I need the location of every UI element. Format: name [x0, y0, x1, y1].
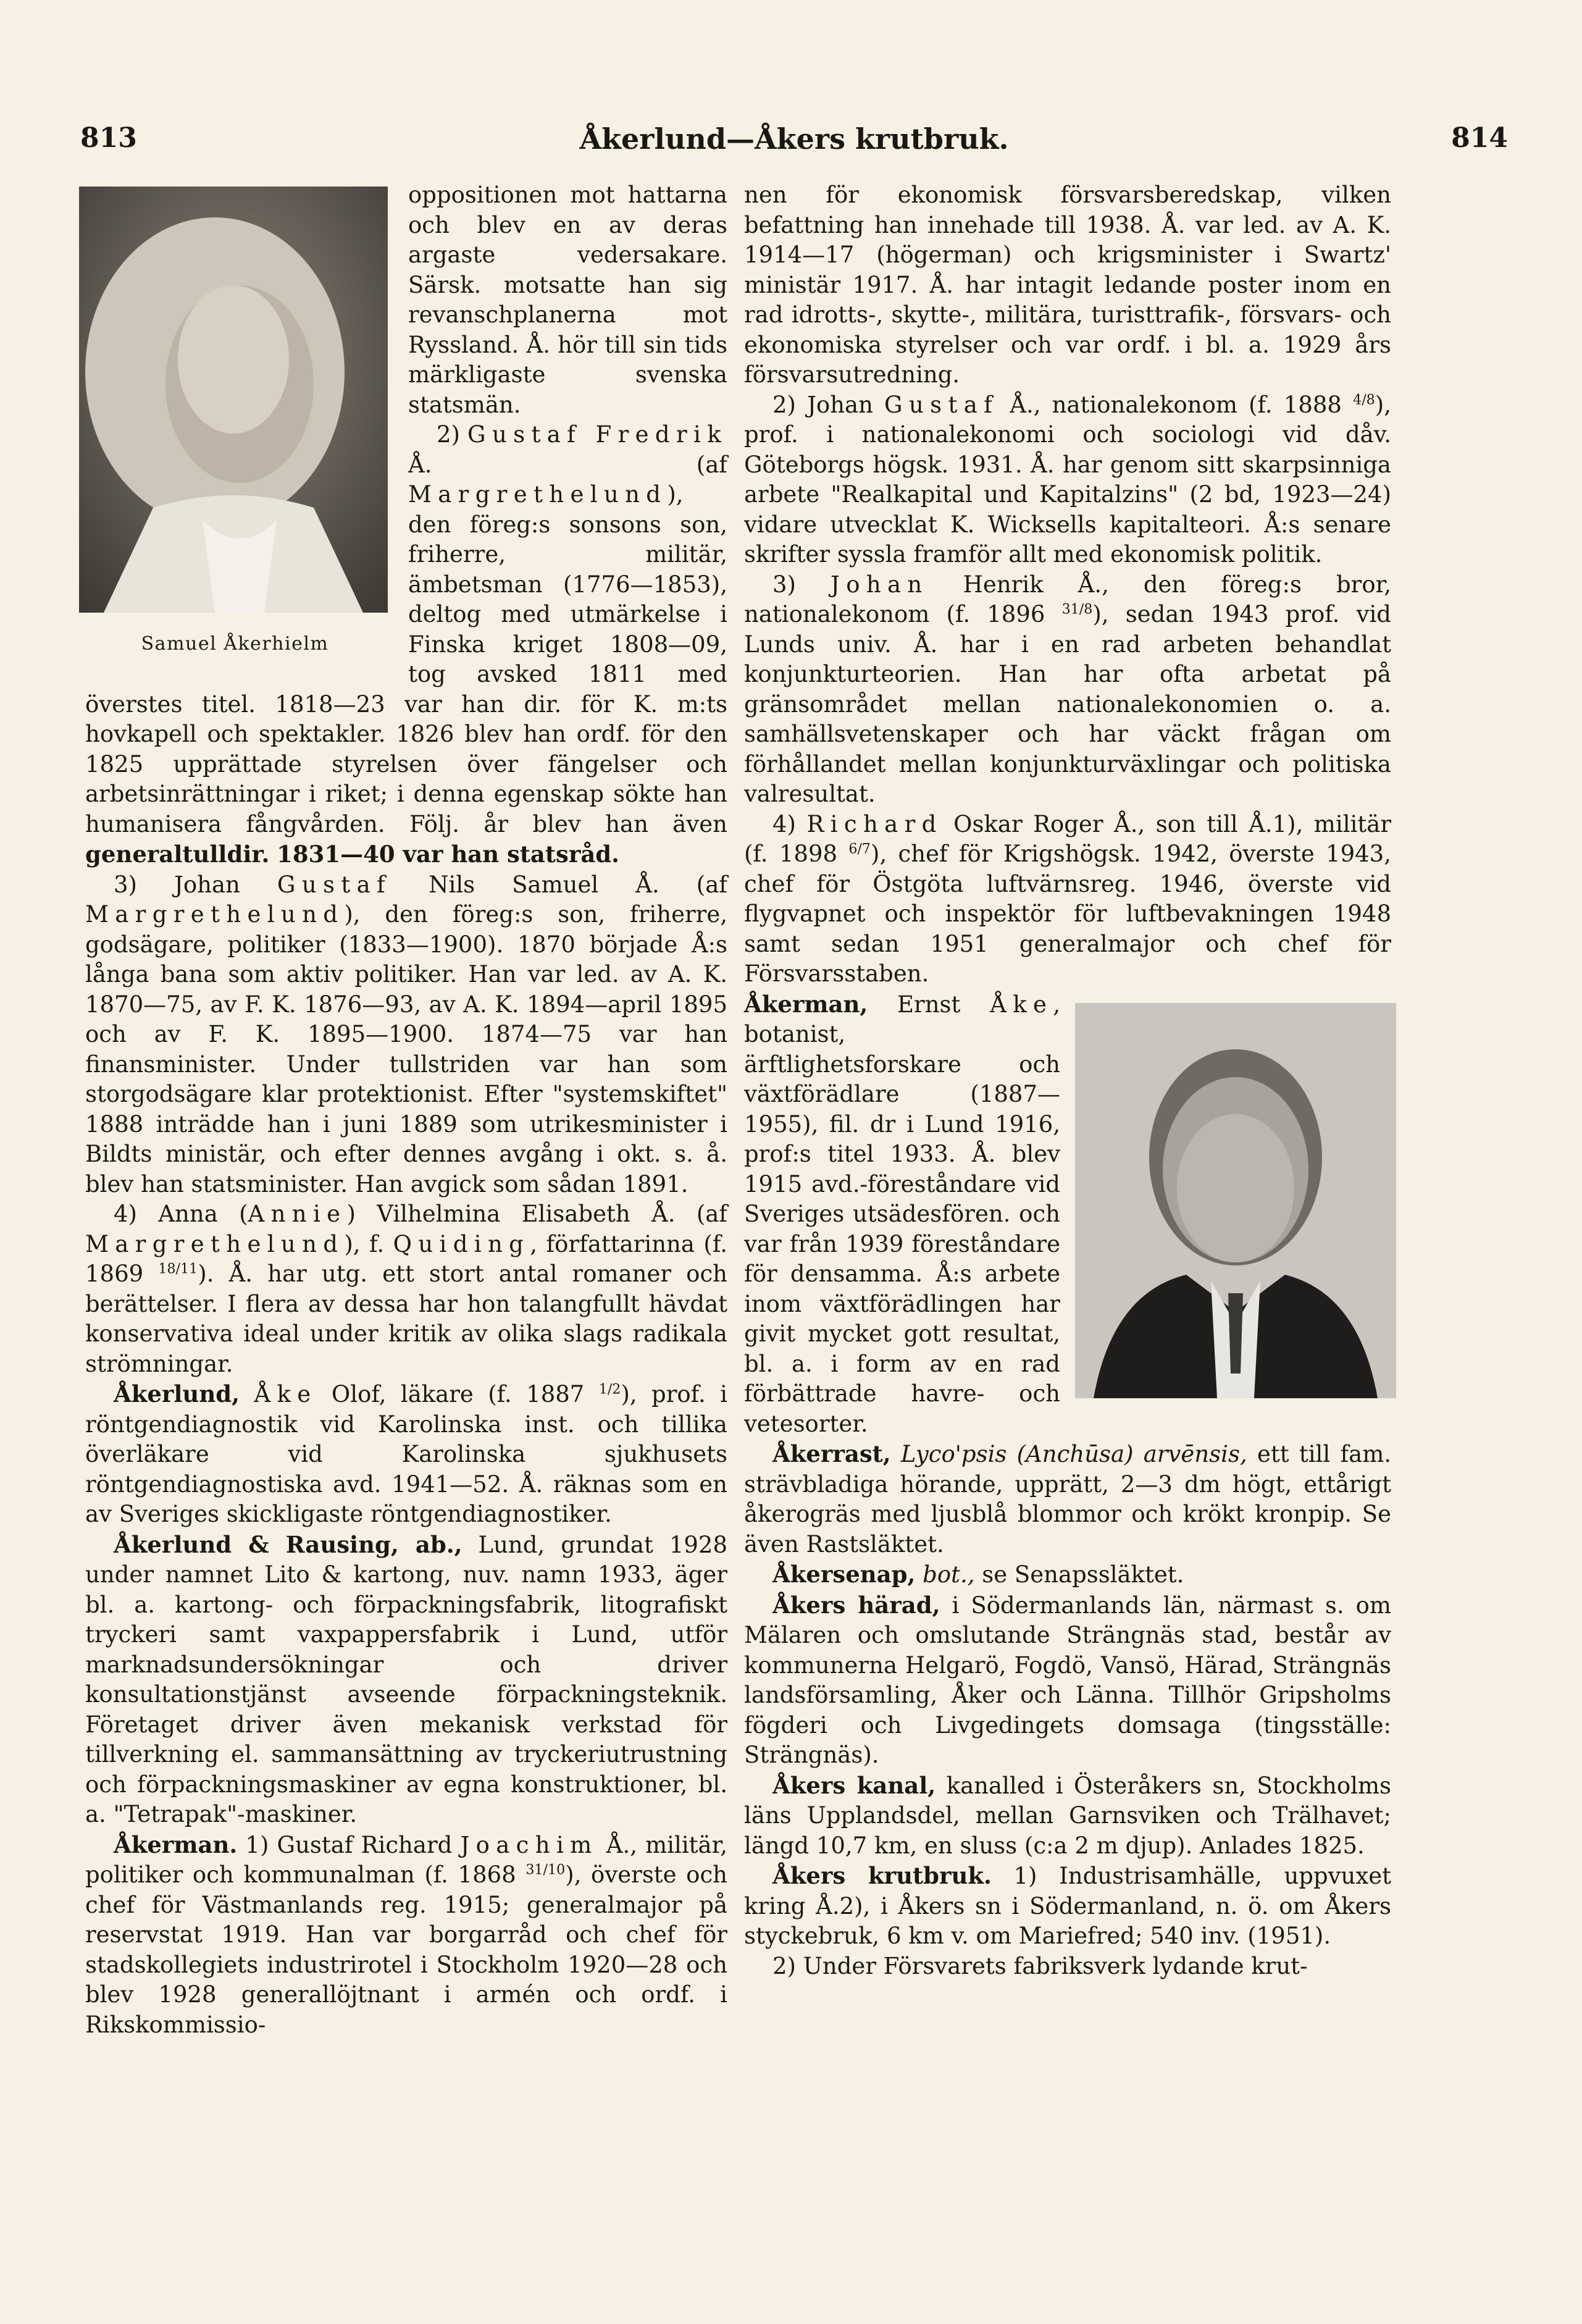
entry-headword: Åkerman.	[114, 1831, 238, 1858]
entry-text: Åkers härad, i Södermanlands län, närmast s. om Mälaren och omslutande Strängnäs stad, består av kommunerna Helgarö, Fogdö, Vansö, Härad, Strängnäs landsförsamling, Åker och Länna. Tillhör Gripsholms fögderi och Livgedingets domsaga (tingsställe: Strängnäs).	[744, 1591, 1391, 1768]
entry-headword: Åkers krutbruk.	[772, 1862, 992, 1889]
entry-text: oppositionen mot hattarna och blev en av deras argaste vedersakare. Särsk. motsatte han sig revanschplanerna mot Ryssland. Å. hör till sin tids märkligaste svenska statsmän.	[408, 182, 727, 418]
entry-text: nen för ekonomisk försvarsberedskap, vilken befattning han innehade till 1938. Å. var led. av A. K. 1914—17 (högerman) och krigsminister i Swartz' ministär 1917. Å. har intagit ledande poster inom en rad idrotts-, skytte-, militära, turisttrafik-, försvars- och ekonomiska styrelser och var ordf. i bl. a. 1929 års försvarsutredning.	[744, 182, 1391, 388]
entry-text: 4) Richard Oskar Roger Å., son till Å.1), militär (f. 1898 $^{6/7}$), chef för Krigshögsk. 1942, överste 1943, chef för Östgöta luftvärnsreg. 1946, överste vid flygvapnet och inspektör för luftbevakningen 1948 samt sedan 1951 generalmajor och chef för Försvarsstaben.	[744, 810, 1392, 987]
entry-headword: Åkerlund,	[114, 1380, 240, 1407]
page-header	[80, 122, 1508, 166]
running-title: Åkerlund—Åkers krutbruk.	[579, 122, 1009, 156]
entry-text: Åkers krutbruk. 1) Industrisamhälle, uppvuxet kring Å.2), i Åkers sn i Södermanland, n. ö. om Åkers styckebruk, 6 km v. om Mariefred; 540 inv. (1951).	[744, 1862, 1392, 1949]
left-column	[85, 180, 727, 2040]
page-number-right: 814	[1451, 122, 1508, 154]
entry-headword: Åkerlund & Rausing, ab.,	[114, 1530, 462, 1558]
right-column	[744, 180, 1391, 1981]
portrait-photo-akerman	[1075, 1003, 1396, 1398]
entry-headword: Åkersenap,	[772, 1561, 916, 1588]
entry-text: Åkerman, Ernst Åke, botanist, ärftlighetsforskare och växtförädlare (1887—1955), fil. dr i Lund 1916, prof:s titel 1933. Å. blev 1915 avd.-föreståndare vid Sveriges utsädesfören. och var från 1939 föreståndare för densamma. Å:s arbete inom växtförädlingen har givit mycket gott resultat, bl. a. i form av en rad förbättrade havre- och vetesorter.	[744, 990, 1061, 1437]
entry-text: 4) Anna (Annie) Vilhelmina Elisabeth Å. (af Margrethelund), f. Quiding, författarinna (f. 1869 $^{18/11}$). Å. har utg. ett stort antal romaner och berättelser. I flera av dessa har hon talangfullt hävdat konservativa ideal under kritik av olika slags radikala strömningar.	[85, 1201, 728, 1377]
entry-text: 2) Johan Gustaf Å., nationalekonom (f. 1888 $^{4/8}$), prof. i nationalekonomi och sociologi vid dåv. Göteborgs högsk. 1931. Å. har genom sitt skarpsinniga arbete "Realkapital und Kapitalzins" (2 bd, 1923—24) vidare utvecklat K. Wicksells kapitalteori. Å:s senare skrifter syssla framför allt med ekonomisk politik.	[744, 391, 1391, 568]
entry-headword: Åkers härad,	[772, 1591, 940, 1619]
portrait-caption-left: Samuel Åkerhielm	[141, 632, 329, 655]
portrait-figure-left	[79, 187, 391, 665]
entry-headword: Åkerrast,	[772, 1440, 891, 1467]
page-number-left: 813	[80, 122, 137, 154]
entry-text: Åkerrast, Lyco'psis (Anchūsa) arvēnsis, ett till fam. strävbladiga hörande, upprätt, 2—3 dm högt, ettårigt åkerogräs med ljusblå blommor och krökt kronpip. Se även Rastsläktet.	[744, 1440, 1392, 1558]
entry-text: 3) Johan Gustaf Nils Samuel Å. (af Margrethelund), den föreg:s son, friherre, godsägare, politiker (1833—1900). 1870 började Å:s långa bana som aktiv politiker. Han var led. av A. K. 1870—75, av F. K. 1876—93, av A. K. 1894—april 1895 och av F. K. 1895—1900. 1874—75 var han finansminister. Under tullstriden var han som storgodsägare klar protektionist. Efter "systemskiftet" 1888 inträdde han i juni 1889 som utrikesminister i Bildts ministär, och efter dennes avgång i okt. s. å. blev han statsminister. Han avgick som sådan 1891.	[85, 871, 727, 1198]
entry-headword: Åkers kanal,	[772, 1771, 936, 1799]
entry-text: Åkers kanal, kanalled i Österåkers sn, Stockholms läns Upplandsdel, mellan Garnsviken och Trälhavet; längd 10,7 km, en sluss (c:a 2 m djup). Anlades 1825.	[744, 1771, 1392, 1859]
entry-text: 2) Gustaf Fredrik Å. (af Margrethelund), den föreg:s sonsons son, friherre, militär, ämbetsman (1776—1853), deltog med utmärkelse i Finska kriget 1808—09, tog avsked 1811 med överstes titel. 1818—23 var han dir. för K. m:ts hovkapell och spektakler. 1826 blev han ordf. för den 1825 upprättade styrelsen över fängelser och arbetsinrättningar i riket; i denna egenskap sökte han humanisera fångvården. Följ. år blev han även generaltulldir. 1831—40 var han statsråd.	[85, 421, 727, 868]
entry-text: Åkerlund, Åke Olof, läkare (f. 1887 $^{1/2}$), prof. i röntgendiagnostik vid Karolinska inst. och tillika överläkare vid Karolinska sjukhusets röntgendiagnostiska avd. 1941—52. Å. räknas som en av Sveriges skickligaste röntgendiagnostiker.	[85, 1380, 728, 1527]
entry-text: 3) Johan Henrik Å., den föreg:s bror, nationalekonom (f. 1896 $^{31/8}$), sedan 1943 prof. vid Lunds univ. Å. har i en rad arbeten behandlat konjunkturteorien. Han har ofta arbetat på gränsområdet mellan nationalekonomien o. a. samhällsvetenskaper och har väckt frågan om förhållandet mellan konjunkturväxlingar och politiska valresultat.	[744, 571, 1392, 807]
entry-text: Åkersenap, bot., se Senapssläktet.	[772, 1561, 1184, 1588]
portrait-photo-akerhielm	[79, 187, 388, 613]
entry-headword: Åkerman,	[744, 990, 868, 1018]
entry-text: 2) Under Försvarets fabriksverk lydande krut-	[772, 1952, 1308, 1979]
portrait-figure-right	[1075, 1003, 1396, 1398]
entry-text: Åkerlund & Rausing, ab., Lund, grundat 1928 under namnet Lito & kartong, nuv. namn 1933, äger bl. a. kartong- och förpackningsfabrik, litografiskt tryckeri samt vaxpappersfabrik i Lund, utför marknadsundersökningar och driver konsultationstjänst avseende förpackningsteknik. Företaget driver även mekanisk verkstad för tillverkning el. sammansättning av tryckeriutrustning och förpackningsmaskiner av egna konstruktioner, bl. a. "Tetrapak"-maskiner.	[85, 1530, 727, 1827]
entry-text: Åkerman. 1) Gustaf Richard Joachim Å., militär, politiker och kommunalman (f. 1868 $^{31/10}$), överste och chef för Västmanlands reg. 1915; generalmajor på reservstat 1919. Han var borgarråd och chef för stadskollegiets industrirotel i Stockholm 1920—28 och blev 1928 generallöjtnant i armén och ordf. i Rikskommissio-	[85, 1831, 728, 2038]
